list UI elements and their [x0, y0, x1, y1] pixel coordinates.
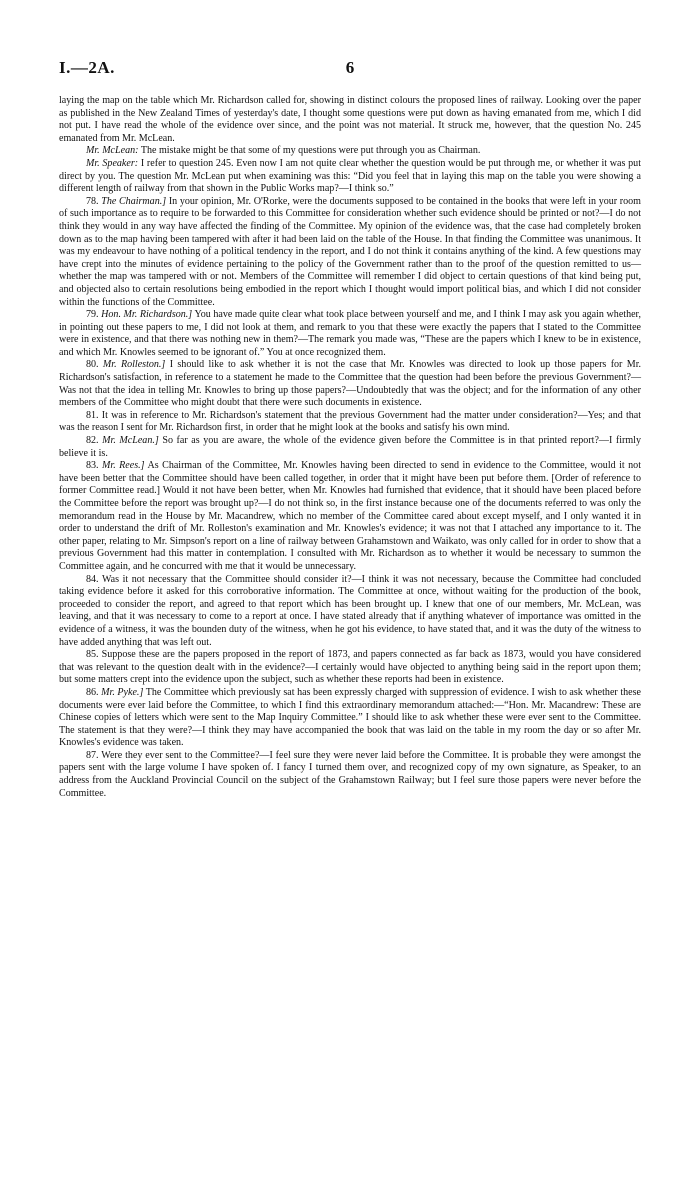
question-paragraph: [59, 309, 641, 359]
question-number: 83.: [86, 460, 99, 472]
paragraph: [59, 158, 641, 196]
paragraph-text: The mistake might be that some of my questions were put through you as Chairman.: [140, 145, 481, 157]
paragraph: [59, 145, 641, 158]
speaker: Mr. Pyke.]: [101, 686, 144, 698]
paragraph-text: laying the map on the table which Mr. Richardson called for, showing in distinct colours the proposed lines of railway. Looking over the paper as published in the New Zealand Times of yesterday's date, I thought some questions were put down as having emanated from me, which I did not put. I have read the whole of the evidence over since, and the point was not material. It struck me, however, that the question No. 245 emanated from Mr. McLean.: [59, 95, 641, 144]
question-paragraph: [59, 435, 641, 460]
question-number: 79.: [86, 309, 99, 321]
speaker: Mr. Rees.]: [102, 460, 145, 472]
question-paragraph: [59, 410, 641, 435]
paragraph-text: I refer to question 245. Even now I am not quite clear whether the question would be put through me, or whether it was put direct by you. The question Mr. McLean put when examining was this: “Did you feel that in laying this map on the table you were showing a different length of railway from that shown in the Public Works map?—I think so.”: [59, 157, 641, 195]
question-paragraph: [59, 359, 641, 409]
paragraph-text: Suppose these are the papers proposed in the report of 1873, and papers connected as far back as 1873, would you have considered that was relevant to the question dealt with in the evidence?—I certainly would have objected to anything being said in the report upon them; but some matters crept into the evidence upon the subject, such as whether these reports had been in existence.: [59, 649, 641, 686]
paragraph-text: I should like to ask whether it is not the case that Mr. Knowles was directed to look up those papers for Mr. Richardson's satisfaction, in reference to a statement he made to the Committee that the question had been before the previous Government?—Was not that the idea in telling Mr. Knowles to bring up those papers?—Undoubtedly that was the object; and for the information of any other members of the Committee who might doubt that there were such documents in existence.: [59, 359, 641, 409]
speaker: Mr. Rolleston.]: [102, 359, 166, 371]
speaker: Mr. McLean:: [86, 145, 139, 157]
page-header: [59, 58, 641, 78]
speaker: Mr. McLean.]: [102, 435, 159, 447]
question-number: 87.: [86, 749, 99, 761]
question-number: 85.: [86, 649, 99, 661]
paragraph-text: As Chairman of the Committee, Mr. Knowles having been directed to send in evidence to the Committee, would it not have been better that the Committee should have been called together, in order that it might have been put before them. [Order of reference to former Committee read.] Would it not have been better, when Mr. Knowles had furnished that evidence, that it should have been placed before the Committee before the report was brought up?—I do not think so, in the first instance because one of the documents referred to was only the memorandum read in the House by Mr. Macandrew, which no member of the Committee cared about except myself, and I only wanted it in order to understand the drift of Mr. Rolleston's examination and Mr. Knowles's evidence; it was not that I attached any importance to it. The other paper, relating to Mr. Simpson's report on a line of railway between Grahamstown and Waikato, was only called for in order to show that a previous Government had this matter in contemplation. I consulted with Mr. Richardson as to whether it would be necessary to summon the Committee again, and he concurred with me that it would be unnecessary.: [59, 460, 641, 572]
paper-reference: I.—2A.: [59, 58, 115, 77]
question-paragraph: [59, 196, 641, 309]
question-paragraph: [59, 750, 641, 800]
paragraph-text: In your opinion, Mr. O'Rorke, were the documents supposed to be contained in the books that were left in your room of such importance as to require to be forwarded to this Committee for consideration whether such evidence should be printed or not?—I do not think they would in any way have affected the finding of the Committee. My opinion of the evidence was, that the case had completely broken down as to the map having been tampered with after it had been laid on the table of the House. In that finding the Committee was unanimous. It was my endeavour to have nothing of a political tendency in the report, and I do not think it contains anything of the kind. A few questions may have crept into the minutes of evidence pertaining to the policy of the Government rather than to the proof of the question remitted to us—whether the map was tampered with or not. Members of the Committee will remember I did object to certain questions of that kind being put, and objected also to certain resolutions being embodied in the report which I thought would import political bias, and which I did not consider within the functions of the Committee.: [59, 195, 642, 308]
paragraph-text: The Committee which previously sat has been expressly charged with suppression of evidence. I wish to ask whether these documents were ever laid before the Committee, to which I find this extraordinary memorandum attached:—“Hon. Mr. Macandrew: These are Chinese copies of letters which were sent to the Map Inquiry Committee.” I should like to ask whether these were ever sent to the Committee. The statement is that they were?—I think they may have accompanied the book that was laid on the table in my room the day or so after Mr. Knowles's evidence was taken.: [59, 686, 641, 749]
question-number: 86.: [86, 686, 99, 698]
speaker: The Chairman.]: [101, 195, 167, 207]
question-paragraph: [59, 649, 641, 687]
paragraph-continuation: [59, 95, 641, 145]
paragraph-text: Was it not necessary that the Committee should consider it?—I think it was not necessary, because the Committee had concluded taking evidence before it asked for this corroborative information. The Committee at once, without waiting for the production of the book, proceeded to consider the report, and agreed to that report which has been brought up. I knew that one of our members, Mr. McLean, was leaving, and that it was necessary to come to a report at once. I have stated already that if anything whatever of importance was omitted in the evidence of a witness, it was the bounden duty of the witness, when he got his evidence, to have stated that, and it was the duty of the witness to have added anything that was left out.: [59, 573, 641, 648]
question-paragraph: [59, 574, 641, 650]
paragraph-text: It was in reference to Mr. Richardson's statement that the previous Government had the matter under consideration?—Yes; and that was the reason I sent for Mr. Richardson first, in order that he might look at the books and satisfy his own mind.: [59, 409, 642, 434]
paragraph-text: You have made quite clear what took place between yourself and me, and I think I may ask you again whether, in pointing out these papers to me, I did not look at them, and remark to you that these were exactly the papers that I stated to the Committee were in existence, and that there was nothing new in them?—The remark you made was, “These are the papers which I knew to be in existence, and which Mr. Knowles seemed to be ignorant of.” You at once recognized them.: [59, 309, 642, 358]
question-paragraph: [59, 460, 641, 573]
speaker: Hon. Mr. Richardson.]: [101, 309, 193, 321]
question-number: 78.: [86, 195, 99, 207]
question-number: 84.: [86, 573, 99, 585]
paragraph-text: So far as you are aware, the whole of the evidence given before the Committee is in that printed report?—I firmly believe it is.: [59, 435, 641, 459]
question-paragraph: [59, 687, 641, 750]
page-number: 6: [345, 58, 355, 77]
speaker: Mr. Speaker:: [86, 157, 139, 169]
document-body: [59, 95, 641, 800]
question-number: 82.: [86, 435, 99, 447]
question-number: 80.: [86, 359, 99, 371]
paragraph-text: Were they ever sent to the Committee?—I feel sure they were never laid before the Committee. It is probable they were amongst the papers sent with the large volume I have spoken of. I fancy I turned them over, and recognized copy of my own signature, as Speaker, to an address from the Auckland Provincial Council on the subject of the Grahamstown Railway; but I feel sure those papers were never before the Committee.: [59, 749, 641, 799]
question-number: 81.: [86, 409, 99, 421]
